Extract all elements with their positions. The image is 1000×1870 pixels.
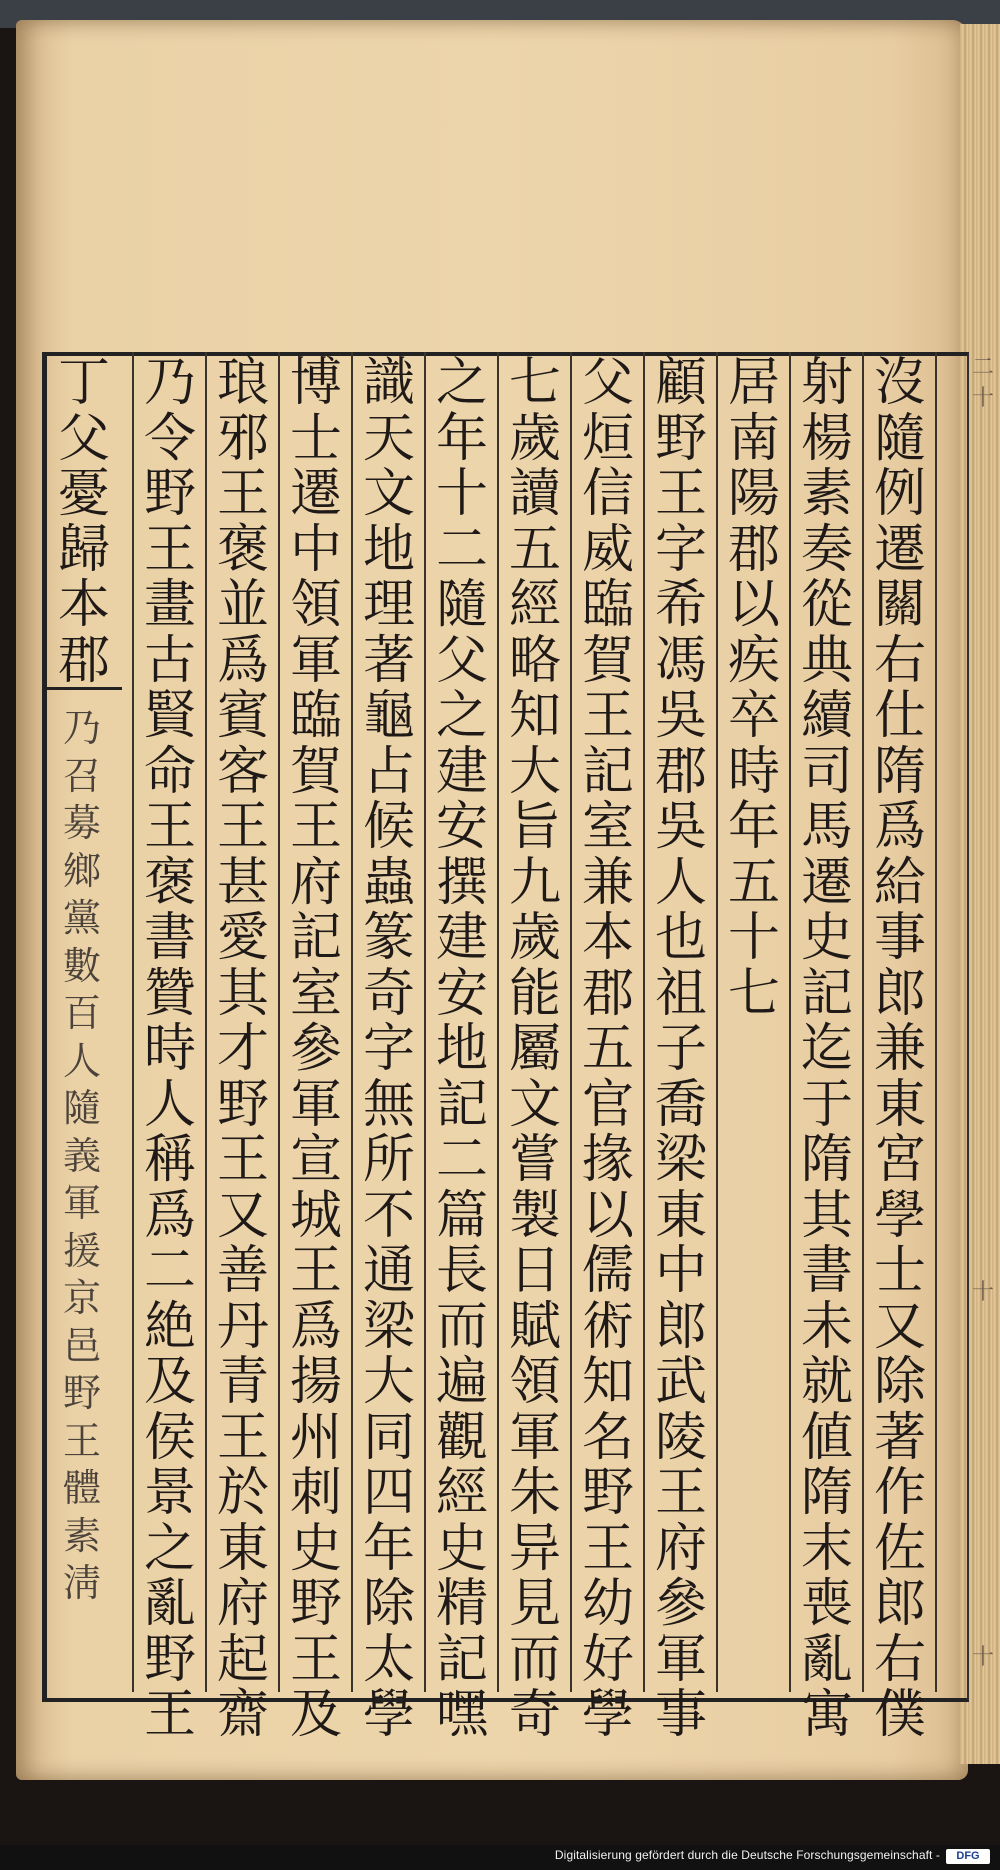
column-rule [935, 352, 937, 1692]
column-text: 射楊素奏從典續司馬遷史記迄于隋其書未就値隋末喪亂寓 [800, 353, 853, 1745]
column-text: 博士遷中領軍臨賀王府記室參軍宣城王爲揚州刺史野王及 [289, 353, 342, 1745]
column-rule [278, 352, 280, 1692]
column-text: 琅邪王褒並爲賓客王甚愛其才野王又善丹青王於東府起齋 [216, 353, 269, 1745]
faded-note-column: 乃召募鄉黨數百人隨義軍援京邑野王體素淸 [62, 706, 101, 1605]
margin-mark: 十 [972, 1280, 995, 1305]
column-rule [424, 352, 426, 1692]
text-column-2 [795, 353, 859, 1745]
column-text: 七歲讀五經略知大旨九歲能屬文嘗製日賦領軍朱异見而奇 [508, 353, 561, 1745]
column-text: 之年十二隨父之建安撰建安地記二篇長而遍觀經史精記嘿 [435, 353, 488, 1745]
dfg-logo: DFG [946, 1849, 990, 1864]
text-column-11 [138, 353, 202, 1745]
text-column-4 [649, 353, 713, 1745]
column-text: 丁父憂歸本郡 [57, 353, 110, 691]
text-column-7 [430, 353, 494, 1745]
column-rule [716, 352, 718, 1692]
text-column-1 [868, 353, 932, 1745]
column-text: 識天文地理著龜占候蟲篆奇字無所不通梁大同四年除太學 [362, 353, 415, 1745]
column-rule [570, 352, 572, 1692]
column-rule [132, 352, 134, 1692]
column-text: 乃令野王畫古賢命王褒書贊時人稱爲二絶及侯景之亂野王 [143, 353, 196, 1745]
footer-credit-text: Digitalisierung gefördert durch die Deutsche Forschungsgemeinschaft - [554, 1848, 940, 1862]
column-text: 居南陽郡以疾卒時年五十七 [727, 353, 780, 1024]
column-text: 父烜信威臨賀王記室兼本郡五官掾以儒術知名野王幼好學 [581, 353, 634, 1745]
text-column-10 [211, 353, 275, 1745]
column-rule [643, 352, 645, 1692]
margin-mark: 十 [972, 1645, 995, 1670]
column-rule [862, 352, 864, 1692]
margin-mark: 二十 [972, 355, 995, 411]
column-text: 沒隨例遷關右仕隋爲給事郎兼東宮學士又除著作佐郎右僕 [873, 353, 926, 1745]
text-column-12 [52, 353, 116, 691]
text-column-6 [503, 353, 567, 1745]
text-column-3 [722, 353, 786, 1690]
column-rule [789, 352, 791, 1692]
column-rule [351, 352, 353, 1692]
text-column-9 [284, 353, 348, 1745]
text-column-8 [357, 353, 421, 1745]
column-rule [497, 352, 499, 1692]
column-rule [205, 352, 207, 1692]
column-text: 顧野王字希馮吳郡吳人也祖子喬梁東中郎武陵王府參軍事 [654, 353, 707, 1745]
text-column-5 [576, 353, 640, 1745]
